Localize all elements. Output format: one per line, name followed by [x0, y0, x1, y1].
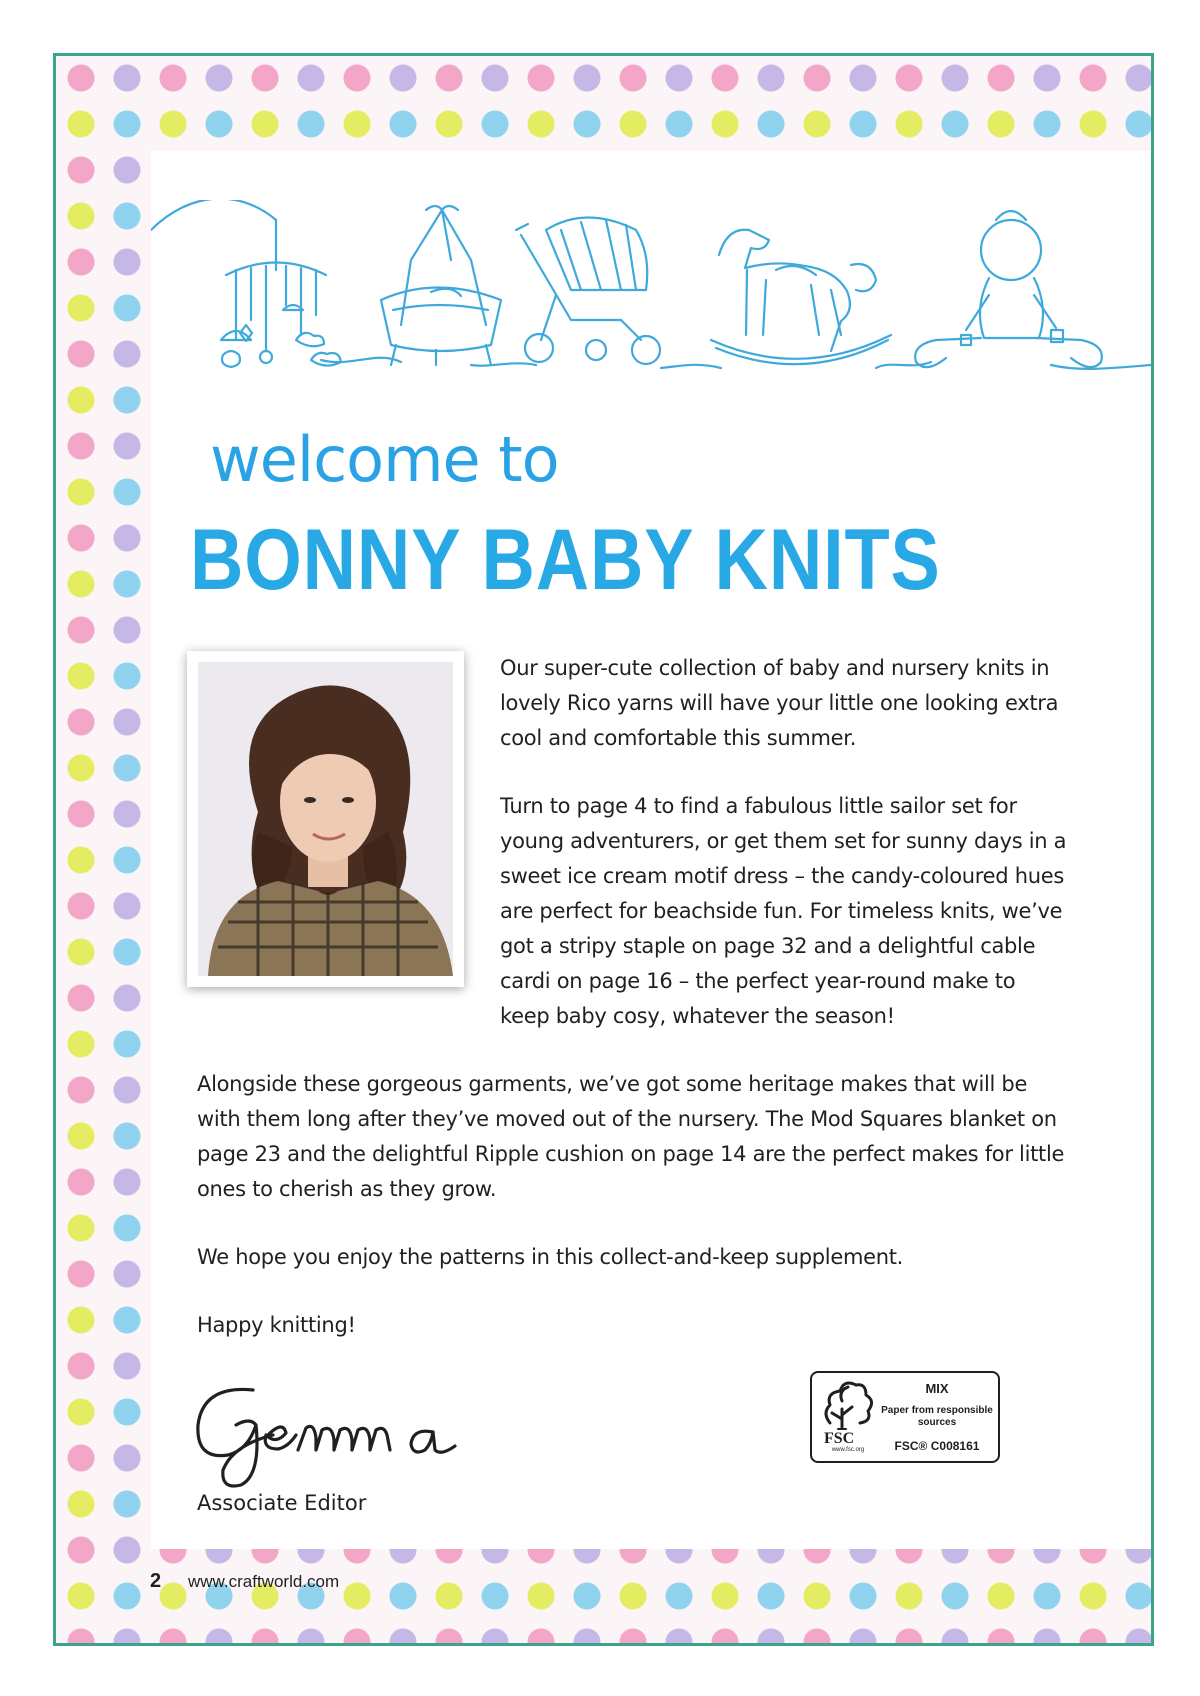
fsc-code: FSC® C008161: [894, 1439, 980, 1453]
fsc-url: www.fsc.org: [831, 1447, 865, 1453]
fsc-mix-label: MIX: [925, 1381, 949, 1396]
fsc-certification-badge: [810, 1371, 1000, 1463]
svg-text:FSC: FSC: [824, 1430, 855, 1447]
nursery-line-illustration: [151, 200, 1151, 415]
paragraph: Our super-cute collection of baby and nursery knits in lovely Rico yarns will have your little one looking extra cool and comfortable this summer.: [500, 656, 1059, 750]
footer-url[interactable]: www.craftworld.com: [188, 1572, 340, 1591]
fsc-tree-icon: [820, 1379, 876, 1455]
fsc-paper-label: Paper from responsible sources: [881, 1405, 993, 1428]
page-title: BONNY BABY KNITS: [190, 512, 941, 608]
paragraph: Turn to page 4 to find a fabulous little sailor set for young adventurers, or get them set for sunny days in a sweet ice cream motif dress – the candy-coloured hues are perfect for beachside fun. For timeless knits, we’ve got a stripy staple on page 32 and a delightful cable cardi on page 16 – the perfect year-round make to keep baby cosy, whatever the season!: [500, 794, 1067, 1028]
welcome-script-heading: welcome to: [210, 423, 559, 496]
rocking-horse-icon: [711, 230, 891, 364]
paragraph: Alongside these gorgeous garments, we’ve got some heritage makes that will be with them long after they’ve moved out of the nursery. The Mod Squares blanket on page 23 and the delightful Ripple cushion on page 14 are the perfect makes for little ones to cherish as they grow.: [197, 1072, 1065, 1201]
editor-letter-text: [197, 651, 1067, 1343]
mobile-icon: [221, 220, 341, 367]
pram-icon: [516, 218, 660, 365]
crib-icon: [381, 206, 501, 365]
handwritten-signature: [193, 1380, 473, 1495]
teddy-bear-icon: [915, 211, 1102, 367]
paragraph: We hope you enjoy the patterns in this collect-and-keep supplement.: [197, 1245, 904, 1269]
page-number: 2: [150, 1570, 162, 1592]
editor-role: Associate Editor: [197, 1491, 367, 1515]
signoff: Happy knitting!: [197, 1313, 356, 1337]
